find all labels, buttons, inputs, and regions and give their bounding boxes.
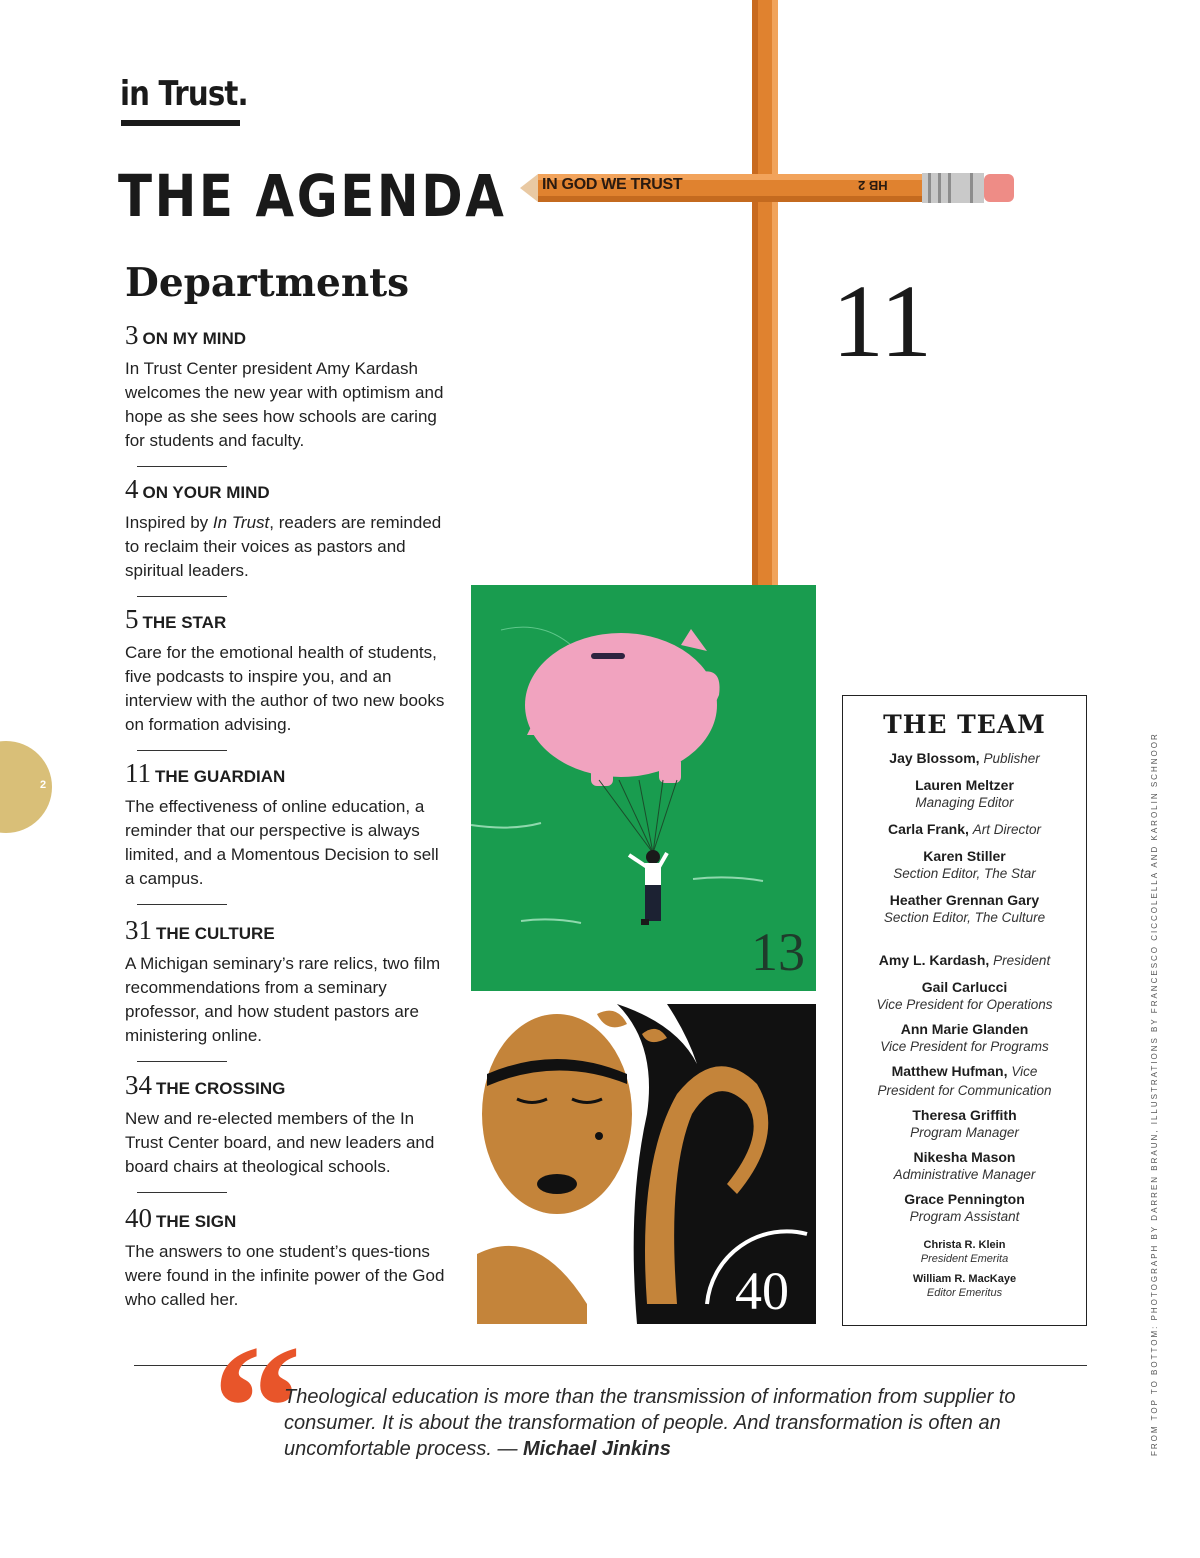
member-role: Section Editor, The Culture [883, 910, 1046, 925]
quote-text: Theological education is more than the transmission of information from supplier to consumer. It is about the transformation of people. And transformation is often an uncomfortable process. — [284, 1386, 1016, 1460]
department-name: THE GUARDIAN [155, 767, 286, 786]
divider [137, 1061, 227, 1062]
team-member [843, 1062, 1086, 1100]
description-text: Inspired by [125, 513, 213, 532]
department-item[interactable] [125, 474, 447, 583]
team-member [843, 847, 1086, 883]
member-name: Matthew Hufman, [891, 1063, 1008, 1079]
member-role: Vice President for Communication [877, 1064, 1052, 1098]
department-name: THE STAR [142, 613, 227, 632]
divider [137, 904, 227, 905]
member-name: William R. MacKaye [912, 1273, 1017, 1285]
member-name: Jay Blossom, [889, 750, 980, 766]
divider [137, 1192, 227, 1193]
divider [137, 596, 227, 597]
page-reference-number: 13 [751, 922, 805, 982]
member-role: Editor Emeritus [926, 1287, 1003, 1299]
member-name: Lauren Meltzer [915, 777, 1014, 793]
member-name: Christa R. Klein [923, 1239, 1006, 1251]
quote-author: Michael Jinkins [523, 1438, 671, 1460]
member-role: Publisher [983, 751, 1040, 766]
in-trust-logo: in Trust. [120, 74, 248, 114]
team-title: THE TEAM [883, 710, 1046, 739]
page-number: 2 [40, 779, 47, 791]
pencil-inscription: IN GOD WE TRUST [542, 176, 683, 193]
department-page-number: 5 [125, 604, 139, 634]
member-name: Gail Carlucci [921, 979, 1008, 995]
member-role: Managing Editor [915, 795, 1014, 810]
pull-quote [284, 1384, 1044, 1462]
department-item[interactable] [125, 320, 447, 453]
piggy-bank-parachute-illustration [471, 585, 816, 991]
page-number-tab [0, 741, 52, 833]
member-name: Amy L. Kardash, [878, 952, 990, 968]
department-description: In Trust Center president Amy Kardash welcomes the new year with optimism and hope as she sees how schools are caring for students and faculty. [125, 359, 444, 450]
team-member [843, 820, 1086, 839]
member-role: Art Director [972, 822, 1042, 837]
member-name: Carla Frank, [887, 821, 969, 837]
member-name: Ann Marie Glanden [900, 1021, 1029, 1037]
department-page-number: 31 [125, 915, 152, 945]
magazine-title: In Trust [212, 513, 270, 532]
department-item[interactable] [125, 758, 447, 891]
emeriti-list [843, 1238, 1086, 1300]
divider [137, 466, 227, 467]
pencil-grade: HB 2 [858, 178, 888, 193]
department-page-number: 4 [125, 474, 139, 504]
department-description: The answers to one student’s ques-tions were found in the infinite power of the God who called her. [125, 1242, 445, 1309]
team-member [843, 1106, 1086, 1142]
divider [137, 750, 227, 751]
department-name: THE CROSSING [156, 1079, 286, 1098]
team-member [843, 1238, 1086, 1266]
member-role: Administrative Manager [893, 1167, 1036, 1182]
woman-staff-illustration [477, 1004, 816, 1324]
department-page-number: 40 [125, 1203, 152, 1233]
team-member [843, 891, 1086, 927]
department-description: The effectiveness of online education, a reminder that our perspective is always limited, and a Momentous Decision to sell a campus. [125, 797, 439, 888]
team-member [843, 749, 1086, 768]
page-title: THE AGENDA [118, 162, 507, 230]
member-role: Program Manager [910, 1125, 1019, 1140]
description-text: , readers are reminded to reclaim their voices as pastors and spiritual leaders. [125, 513, 442, 580]
team-member [843, 1148, 1086, 1184]
center-staff-list [843, 951, 1086, 1226]
department-description: Care for the emotional health of students, five podcasts to inspire you, and an interview with the author of two new books on formation advising. [125, 643, 445, 734]
page-reference-number: 40 [735, 1261, 789, 1321]
member-role: Vice President for Operations [876, 997, 1053, 1012]
department-description [125, 511, 447, 583]
department-page-number: 3 [125, 320, 139, 350]
staff-list [843, 749, 1086, 927]
department-name: THE SIGN [156, 1212, 237, 1231]
department-name: ON MY MIND [142, 329, 247, 348]
team-member [843, 776, 1086, 812]
quote-mark-icon: “ [212, 1308, 302, 1507]
photo-credit: FROM TOP TO BOTTOM: PHOTOGRAPH BY DARREN BRAUN, ILLUSTRATIONS BY FRANCESCO CICCOLELLA AND KAROLIN SCHNOOR [1150, 732, 1159, 1456]
member-name: Heather Grennan Gary [889, 892, 1040, 908]
team-member [843, 951, 1086, 970]
department-page-number: 34 [125, 1070, 152, 1100]
page-reference-number: 11 [832, 264, 933, 379]
member-name: Grace Pennington [904, 1191, 1025, 1207]
department-name: THE CULTURE [156, 924, 275, 943]
team-member [843, 1272, 1086, 1300]
logo-underline [121, 120, 240, 126]
member-name: Nikesha Mason [913, 1149, 1016, 1165]
department-item[interactable] [125, 604, 447, 737]
department-item[interactable] [125, 1203, 447, 1312]
departments-heading: Departments [125, 260, 410, 306]
department-item[interactable] [125, 915, 447, 1048]
member-role: Section Editor, The Star [893, 866, 1036, 881]
team-member [843, 1190, 1086, 1226]
department-description: A Michigan seminary’s rare relics, two film recommendations from a seminary professor, and how student pastors are ministering online. [125, 954, 441, 1045]
department-item[interactable] [125, 1070, 447, 1179]
member-role: Vice President for Programs [880, 1039, 1049, 1054]
member-role: President [993, 953, 1051, 968]
team-member [843, 1020, 1086, 1056]
member-role: President Emerita [920, 1253, 1009, 1265]
team-member [843, 978, 1086, 1014]
department-description: New and re-elected members of the In Trust Center board, and new leaders and board chairs at theological schools. [125, 1109, 435, 1176]
member-name: Karen Stiller [923, 848, 1006, 864]
department-name: ON YOUR MIND [142, 483, 270, 502]
team-masthead [842, 695, 1087, 1326]
member-name: Theresa Griffith [912, 1107, 1017, 1123]
department-page-number: 11 [125, 758, 151, 788]
member-role: Program Assistant [909, 1209, 1020, 1224]
